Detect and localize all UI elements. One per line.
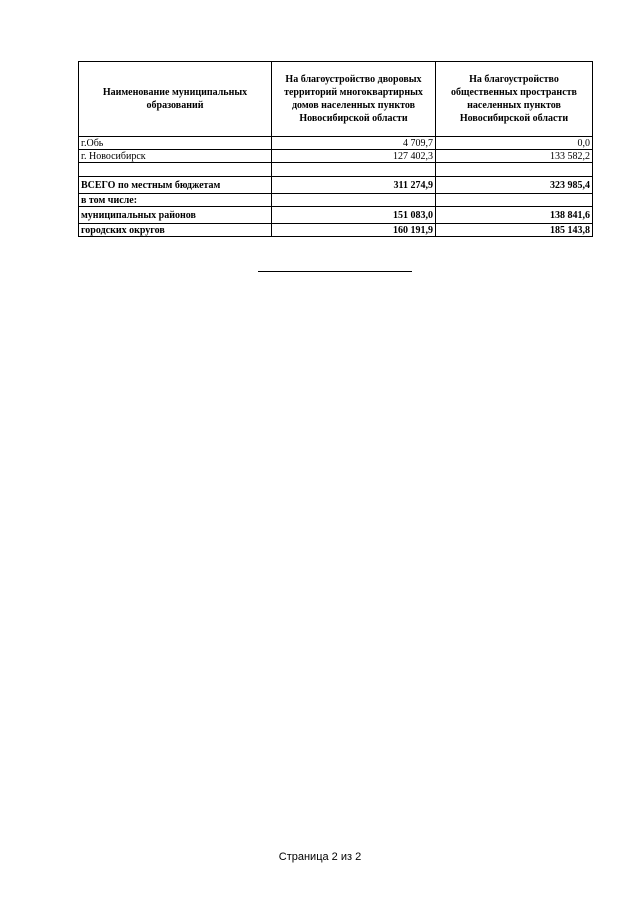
row-value-public: 138 841,6 [436,207,593,224]
row-value-yard [272,163,436,177]
table-row [79,207,593,224]
row-name: муниципальных районов [79,207,272,224]
table-row [79,194,593,207]
row-value-public: 0,0 [436,137,593,150]
row-value-yard [272,194,436,207]
header-municipality-name: Наименование муниципальных образований [79,62,272,137]
row-value-public: 323 985,4 [436,177,593,194]
row-value-yard: 151 083,0 [272,207,436,224]
row-name: ВСЕГО по местным бюджетам [79,177,272,194]
table-row [79,224,593,237]
table-row-total [79,177,593,194]
row-name: г.Обь [79,137,272,150]
row-value-yard: 311 274,9 [272,177,436,194]
header-yard-territories: На благоустройство дворовых территорий многоквартирных домов населенных пунктов Новосибирской области [272,62,436,137]
row-value-public: 185 143,8 [436,224,593,237]
header-public-spaces: На благоустройство общественных пространств населенных пунктов Новосибирской области [436,62,593,137]
table-row-empty [79,163,593,177]
table-row [79,137,593,150]
table-row [79,150,593,163]
row-name: городских округов [79,224,272,237]
row-name: г. Новосибирск [79,150,272,163]
page-number: Страница 2 из 2 [278,851,362,863]
table-header-row [79,62,593,137]
budget-table [78,61,593,237]
row-value-yard: 160 191,9 [272,224,436,237]
row-value-yard: 127 402,3 [272,150,436,163]
row-value-public [436,194,593,207]
row-name [79,163,272,177]
row-value-public [436,163,593,177]
separator-line [258,271,412,272]
row-value-yard: 4 709,7 [272,137,436,150]
row-value-public: 133 582,2 [436,150,593,163]
row-name: в том числе: [79,194,272,207]
